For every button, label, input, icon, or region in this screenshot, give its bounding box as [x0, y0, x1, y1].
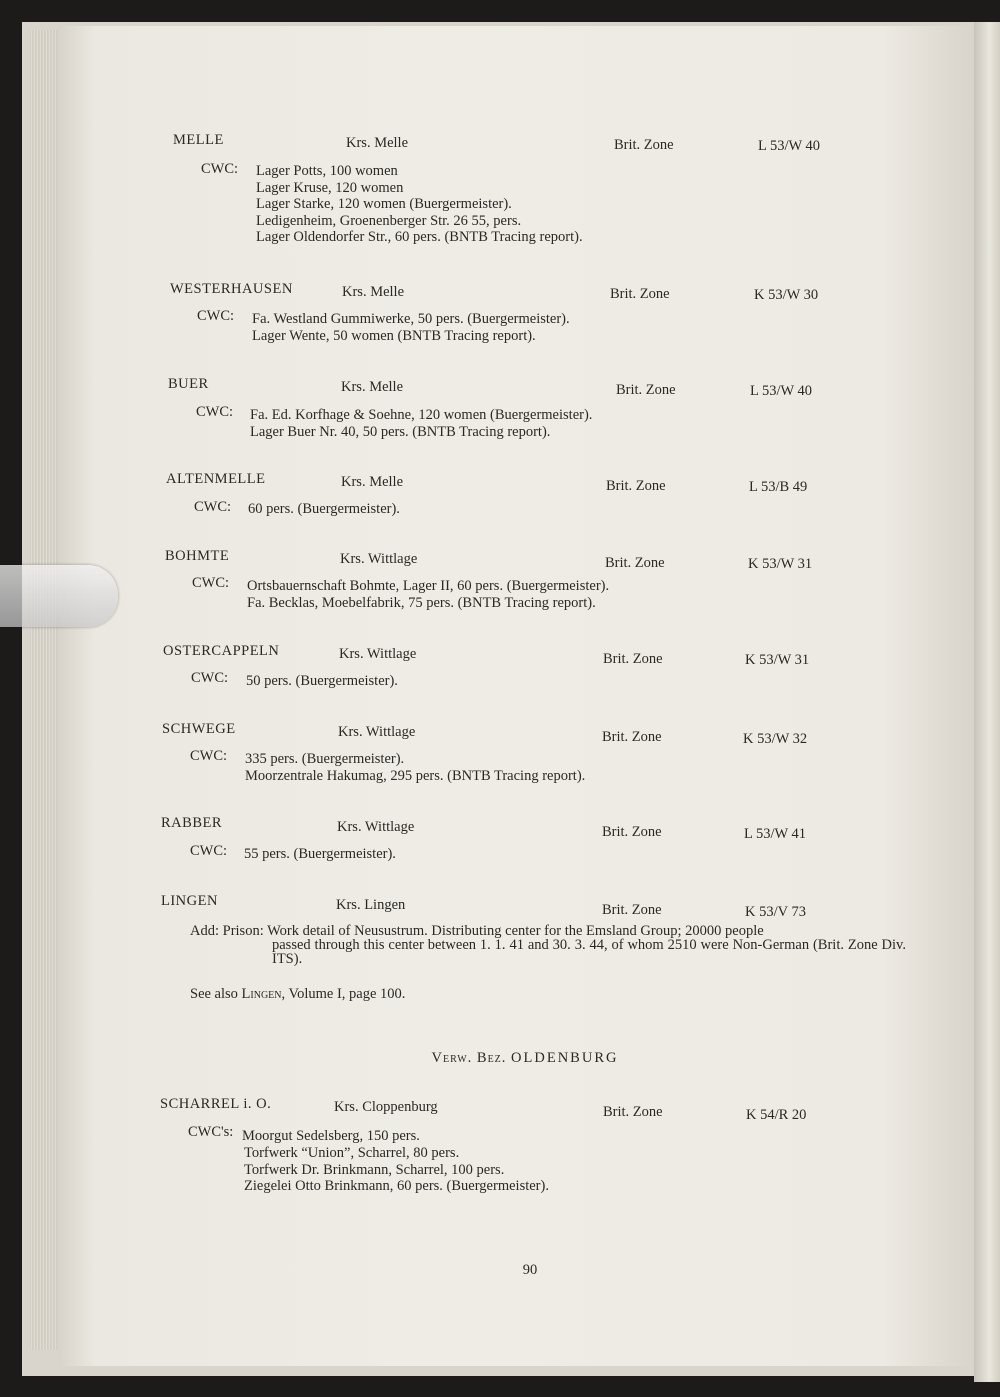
entry-kreis: Krs. Cloppenburg: [334, 1099, 438, 1115]
entry-lines: [246, 673, 398, 690]
section-heading-prefix: Verw. Bez.: [431, 1050, 507, 1066]
entry-place: SCHARREL i. O.: [160, 1096, 272, 1112]
entry-label: CWC:: [192, 575, 230, 591]
entry-line: Ledigenheim, Groenenberger Str. 26 55, pers.: [256, 212, 522, 229]
entry-grid: K 53/W 31: [748, 556, 813, 572]
addendum-text: Work detail of Neusustrum. Distributing center for the Emsland Group; 20000 people: [267, 923, 764, 939]
entry-place: WESTERHAUSEN: [170, 281, 293, 297]
entry-label: CWC:: [190, 748, 228, 764]
entry-line: Moorzentrale Hakumag, 295 pers. (BNTB Tracing report).: [245, 767, 586, 784]
entry-kreis: Krs. Melle: [341, 379, 404, 395]
entry-line: Ortsbauernschaft Bohmte, Lager II, 60 pers. (Buergermeister).: [247, 578, 610, 594]
entry-grid: K 53/W 31: [745, 652, 810, 668]
entry-grid: L 53/B 49: [749, 479, 808, 495]
entry-line: Lager Kruse, 120 women: [256, 179, 404, 196]
entry-kreis: Krs. Wittlage: [339, 646, 417, 662]
entry-zone: Brit. Zone: [602, 824, 662, 840]
entry-zone: Brit. Zone: [603, 1104, 663, 1120]
entry-zone: Brit. Zone: [603, 651, 663, 667]
entry-label: CWC:: [194, 499, 232, 515]
entry-grid: L 53/W 41: [744, 826, 807, 842]
entry-line: Torfwerk Dr. Brinkmann, Scharrel, 100 pers.: [244, 1161, 505, 1178]
entry-line: Fa. Ed. Korfhage & Soehne, 120 women (Buergermeister).: [250, 407, 593, 423]
entry-zone: Brit. Zone: [606, 478, 666, 494]
see-also-note: [190, 986, 405, 1003]
addendum-label: Add: Prison:: [190, 923, 264, 939]
see-also-prefix: See also: [190, 986, 238, 1002]
entry-lines: [250, 407, 592, 440]
entry-line: Ziegelei Otto Brinkmann, 60 pers. (Buergermeister).: [244, 1178, 549, 1194]
entry-place: MELLE: [173, 132, 224, 148]
entry-label: CWC's:: [188, 1124, 234, 1140]
entry-label: CWC:: [196, 404, 234, 420]
entry-zone: Brit. Zone: [614, 137, 674, 153]
entry-line: Lager Oldendorfer Str., 60 pers. (BNTB Tracing report).: [256, 229, 583, 245]
section-heading-name: OLDENBURG: [511, 1050, 619, 1066]
entry-line: Fa. Becklas, Moebelfabrik, 75 pers. (BNTB Tracing report).: [247, 594, 596, 611]
entry-grid: K 53/V 73: [745, 904, 806, 920]
entry-kreis: Krs. Melle: [342, 284, 405, 300]
entry-place: RABBER: [161, 815, 223, 831]
entry-grid: K 53/W 32: [743, 731, 808, 747]
entry-lines: [247, 578, 609, 611]
entry-kreis: Krs. Lingen: [336, 897, 406, 913]
entry-lines: [244, 1145, 549, 1195]
entry-grid: L 53/W 40: [758, 138, 821, 154]
section-heading: [0, 1050, 1000, 1067]
entry-line: Fa. Westland Gummiwerke, 50 pers. (Buergermeister).: [252, 311, 570, 327]
entry-kreis: Krs. Melle: [346, 135, 409, 151]
lingen-addendum: [190, 924, 906, 966]
entry-line: Moorgut Sedelsberg, 150 pers.: [242, 1128, 420, 1144]
addendum-continuation: passed through this center between 1. 1. 41 and 30. 3. 44, of whom 2510 were Non-German (Brit. Zone Div. ITS).: [272, 937, 906, 967]
entry-place: BUER: [168, 376, 209, 392]
entry-zone: Brit. Zone: [610, 286, 670, 302]
entry-lines: [248, 501, 400, 518]
entry-place: SCHWEGE: [162, 721, 236, 737]
entry-zone: Brit. Zone: [605, 555, 665, 571]
entry-grid: L 53/W 40: [750, 383, 813, 399]
entry-zone: Brit. Zone: [602, 729, 662, 745]
entry-line: Lager Potts, 100 women: [256, 163, 398, 179]
entry-kreis: Krs. Melle: [341, 474, 404, 490]
entry-zone: Brit. Zone: [616, 382, 676, 398]
entry-place: LINGEN: [161, 893, 218, 909]
see-also-reference: Lingen: [241, 986, 282, 1002]
entry-line: Lager Wente, 50 women (BNTB Tracing report).: [252, 327, 536, 344]
entry-line: Lager Buer Nr. 40, 50 pers. (BNTB Tracing report).: [250, 423, 551, 440]
entry-grid: K 54/R 20: [746, 1107, 807, 1123]
page-number: 90: [522, 1262, 538, 1278]
entry-lines: [245, 751, 585, 784]
entry-line: 50 pers. (Buergermeister).: [246, 673, 398, 689]
entry-kreis: Krs. Wittlage: [340, 551, 418, 567]
entry-place: ALTENMELLE: [166, 471, 266, 487]
entry-label: CWC:: [201, 161, 239, 177]
entry-lines: [256, 163, 583, 246]
entry-grid: K 53/W 30: [754, 287, 819, 303]
entry-line: Lager Starke, 120 women (Buergermeister).: [256, 196, 512, 212]
entry-line: 55 pers. (Buergermeister).: [244, 846, 396, 862]
entry-label: CWC:: [190, 843, 228, 859]
entry-label: CWC:: [197, 308, 235, 324]
see-also-suffix: , Volume I, page 100.: [281, 986, 406, 1002]
entry-lines: [244, 846, 396, 863]
entry-lines: [252, 311, 570, 344]
entry-place: BOHMTE: [165, 548, 230, 564]
entry-zone: Brit. Zone: [602, 902, 662, 918]
entry-line: 60 pers. (Buergermeister).: [248, 501, 400, 517]
entry-kreis: Krs. Wittlage: [338, 724, 416, 740]
entry-label: CWC:: [191, 670, 229, 686]
entry-line: Torfwerk “Union”, Scharrel, 80 pers.: [244, 1145, 460, 1161]
entry-line: 335 pers. (Buergermeister).: [245, 751, 405, 767]
entry-kreis: Krs. Wittlage: [337, 819, 415, 835]
entry-place: OSTERCAPPELN: [163, 643, 280, 659]
